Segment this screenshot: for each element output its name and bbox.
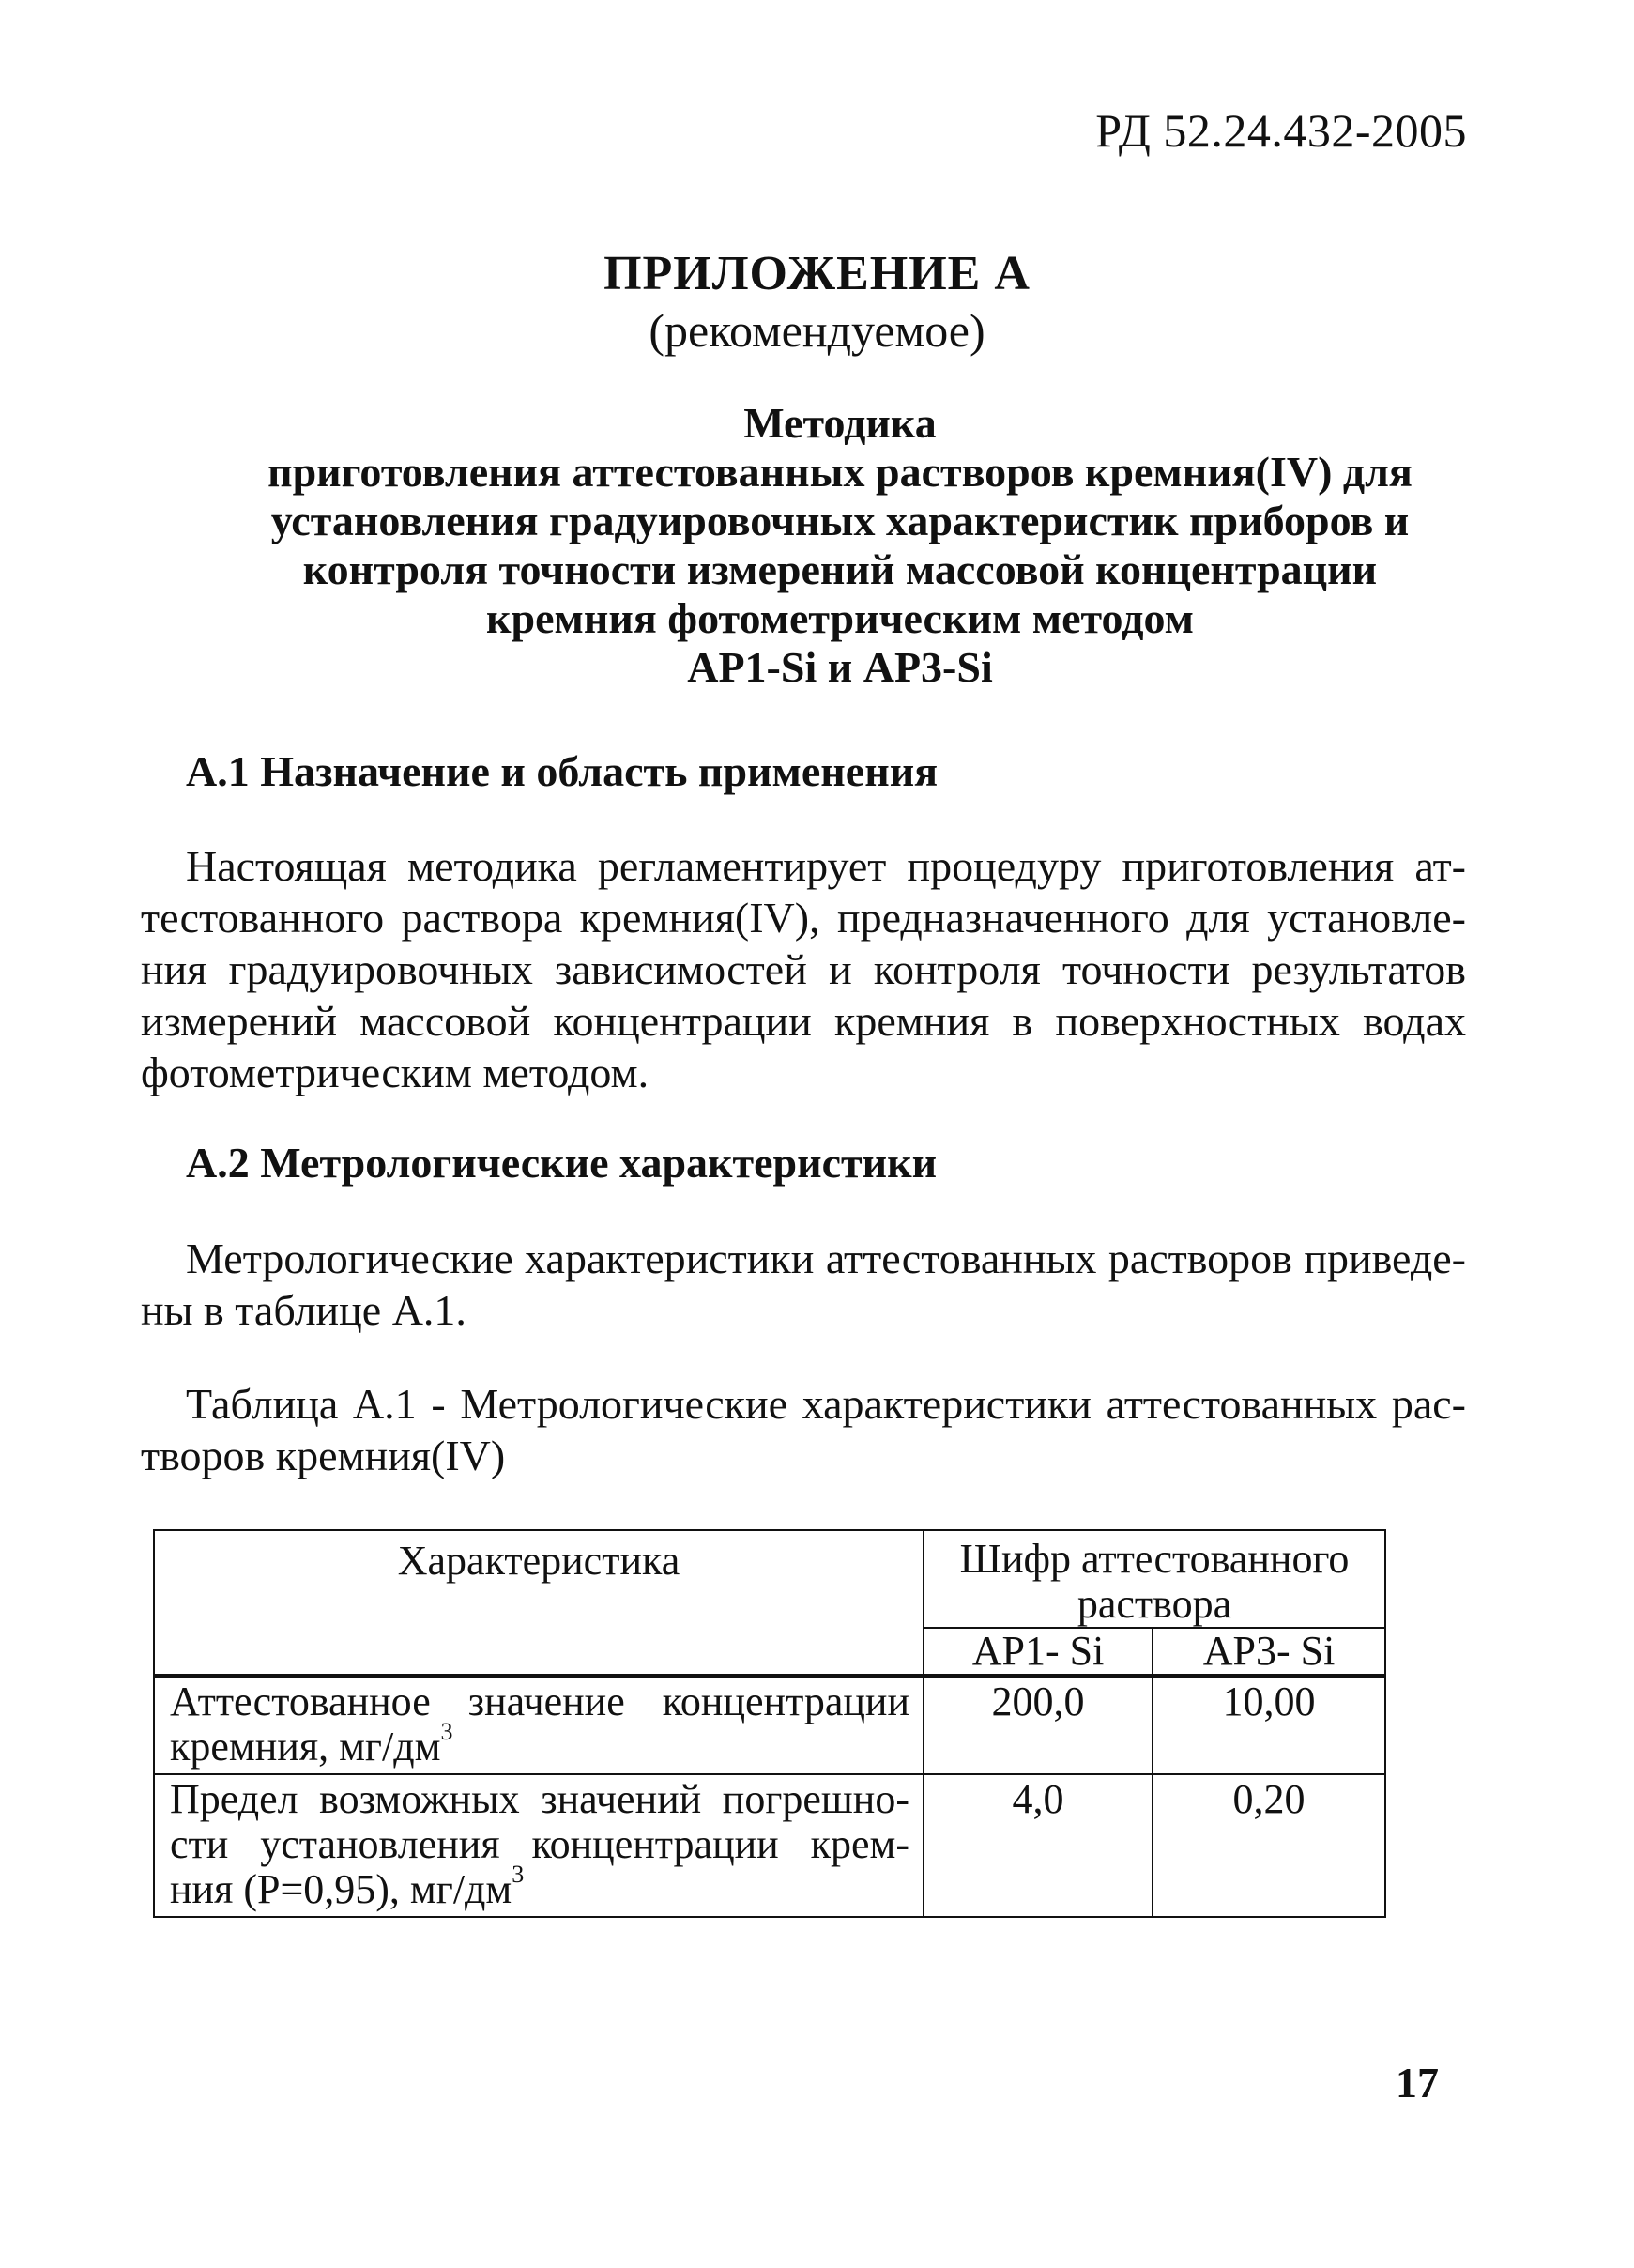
page-number: 17 — [1396, 2059, 1439, 2107]
row1-ap3-value: 10,00 — [1153, 1676, 1385, 1774]
method-title — [188, 399, 1492, 692]
method-title-line: приготовления аттестованных растворов кремния(IV) для — [267, 448, 1413, 496]
method-title-line: Методика — [743, 399, 937, 447]
table-row — [154, 1676, 1385, 1774]
method-title-line: установления градуировочных характеристик приборов и — [270, 497, 1410, 544]
method-title-line: кремния фотометрическим методом — [486, 594, 1194, 642]
caption-line: Таблица А.1 - Метрологические характеристики аттестованных рас- — [186, 1380, 1466, 1428]
header-solution-code-line: раствора — [1077, 1581, 1232, 1627]
method-title-line: контроля точности измерений массовой концентрации — [302, 545, 1378, 593]
paragraph-line: фотометрическим методом. — [141, 1049, 649, 1096]
metrology-table — [153, 1529, 1384, 1918]
row2-ap1-value: 4,0 — [924, 1774, 1153, 1917]
table-caption — [141, 1378, 1466, 1481]
method-title-line: АР1-Si и АР3-Si — [687, 643, 993, 691]
table-row — [154, 1774, 1385, 1917]
section-a1-paragraph — [141, 840, 1466, 1098]
row2-label: Предел возможных значений погрешно- сти установления концентрации крем- ния (Р=0,95), $мг/дм^3$ — [154, 1774, 924, 1917]
row2-ap3-value: 0,20 — [1153, 1774, 1385, 1917]
paragraph-line: измерений массовой концентрации кремния в поверхностных водах — [141, 997, 1466, 1045]
header-characteristic: Характеристика — [154, 1530, 924, 1676]
row1-ap1-value: 200,0 — [924, 1676, 1153, 1774]
paragraph-line: ны в таблице А.1. — [141, 1286, 466, 1334]
document-code: РД 52.24.432-2005 — [1095, 104, 1467, 157]
caption-line: творов кремния(IV) — [141, 1432, 506, 1479]
section-a2-heading: А.2 Метрологические характеристики — [186, 1139, 938, 1187]
header-ap1: АР1- Si — [924, 1628, 1153, 1676]
paragraph-line: ния градуировочных зависимостей и контроля точности результатов — [141, 945, 1466, 993]
appendix-subtitle: (рекомендуемое) — [649, 304, 985, 357]
paragraph-line: Настоящая методика регламентирует процедуру приготовления ат- — [186, 842, 1466, 890]
appendix-title: ПРИЛОЖЕНИЕ А — [603, 247, 1031, 300]
header-solution-code-line: Шифр аттестованного — [959, 1536, 1350, 1582]
row1-label: Аттестованное значение концентрации кремния, $мг/дм^3$ — [154, 1676, 924, 1774]
paragraph-line: Метрологические характеристики аттестованных растворов приведе- — [186, 1234, 1466, 1282]
paragraph-line: тестованного раствора кремния(IV), предназначенного для установле- — [141, 894, 1466, 942]
section-a2-paragraph — [141, 1233, 1466, 1336]
header-solution-code — [924, 1530, 1385, 1628]
header-ap3: АР3- Si — [1153, 1628, 1385, 1676]
section-a1-heading: А.1 Назначение и область применения — [186, 747, 939, 795]
